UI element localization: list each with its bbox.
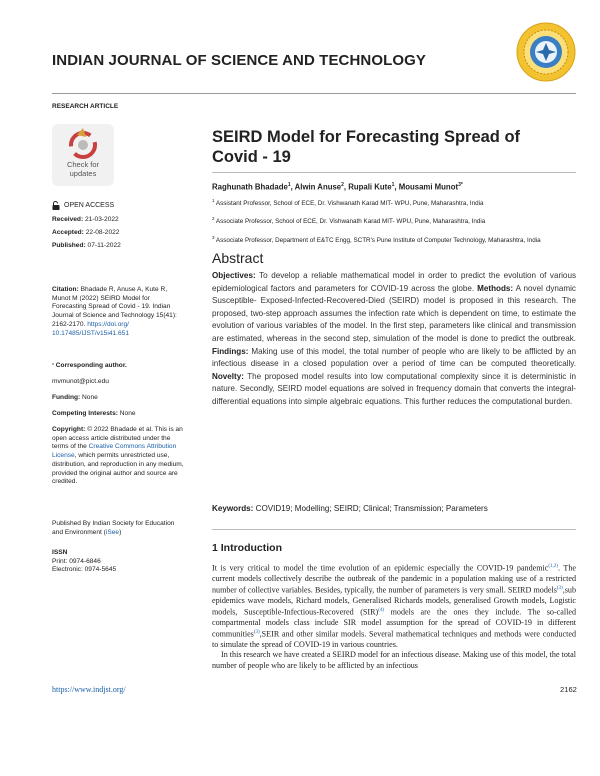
keywords-label: Keywords: (212, 504, 254, 513)
journal-name: INDIAN JOURNAL OF SCIENCE AND TECHNOLOGY (52, 52, 427, 69)
isee-link[interactable]: iSee (105, 528, 120, 536)
accepted-value: 22-08-2022 (85, 229, 120, 236)
introduction-body (212, 562, 576, 671)
author-sup: 3* (458, 182, 463, 188)
issn-label: ISSN (52, 549, 68, 556)
citation-ref[interactable]: (3) (253, 630, 260, 636)
citation-text: Bhadade R, Anuse A, Kute R, Munot M (2022) SEIRD Model for Forecasting Spread of Covid - 19. Indian Journal of Science and Technology 15(41): 2162-2170. (52, 286, 177, 328)
affiliation-text: Assistant Professor, School of ECE, Dr. Vishwanath Karad MIT- WPU, Pune, Maharashtra, India (215, 200, 484, 208)
author-sup: 1 (391, 182, 395, 188)
text-run: . The current models collectively describe the outbreak of the pandemic in a population making use of a restricted number of collective variables. Besides, typically, the number of parameters is very small. SEIRD models (212, 563, 577, 595)
affiliation-text: Associate Professor, School of ECE, Dr. Vishwanath Karad MIT- WPU, Pune, Maharashtra, India (215, 218, 486, 226)
competing-value: None (119, 410, 136, 417)
text-run: ,sub epidemics wave models, Richard models, Generalised Richards models, generalised Growth models, Logistic models, Susceptible-Infectious-Recovered (SIR) (212, 585, 576, 617)
affiliation-text: Associate Professor, Department of E&TC Engg, SCTR's Pune Institute of Computer Technology, Maharashtra, India (215, 237, 541, 245)
keywords (212, 504, 576, 513)
issn-print: Print: 0974-6846 (52, 557, 101, 565)
check-updates-line1: Check for (66, 160, 100, 169)
affiliation (212, 234, 552, 246)
title-rule (212, 172, 576, 173)
citation-ref[interactable]: (3) (556, 586, 563, 592)
publisher-close: ) (119, 528, 122, 536)
author-list: Raghunath Bhadade$^1$, Alwin Anuse$^2$, Rupali Kute$^1$, Mousami Munot$^{3*}$ (212, 182, 463, 192)
author-name: Rupali Kute (348, 182, 392, 192)
copyright-text: © 2022 Bhadade et al. This is an open access article distributed under the terms of the (52, 426, 183, 451)
article-type: RESEARCH ARTICLE (52, 103, 119, 110)
objectives-label: Objectives: (212, 271, 256, 280)
open-access-badge (52, 201, 114, 210)
novelty-text: The proposed model results into low computational complexity since it is deterministic in nature. Secondly, SEIRD model equations are solved in frequency domain that converts the integral-differential equations into simple algebraic equations. This further reduces the computational burden. (212, 371, 576, 406)
author-sup: 2 (341, 182, 344, 188)
competing-label: Competing Interests: (52, 410, 118, 417)
corresponding-author: * Corresponding author. (52, 362, 127, 369)
paragraph (212, 562, 576, 650)
citation-block (52, 286, 184, 338)
keywords-text: COVID19; Modelling; SEIRD; Clinical; Transmission; Parameters (253, 504, 488, 513)
novelty-label: Novelty: (212, 371, 244, 381)
methods-text: A novel dynamic Susceptible- Exposed-Infected-Recovered-Died (SEIRD) model is proposed in this research. The proposed, two-step approach assumes the infection rate which is dependent on time, to estimate the evolution of various variables of the model. In the first step, parameters like clinical and transmission are estimated, whereas in the second step, simulation of the model is done to predict the outbreak. (212, 283, 576, 343)
published-date (52, 242, 192, 251)
affiliation-number: 1 (212, 198, 215, 203)
text-run: models are the ones they include. The so-called compartmental models class include SIR model assumption for the spread of COVID-19 in different communities (212, 607, 576, 639)
citation-ref[interactable]: (4) (378, 608, 385, 614)
objectives-text: To develop a reliable mathematical model in order to predict the evolution of various epidemiological factors and parameters for COVID-19 across the globe. (212, 271, 576, 293)
check-updates-line2: updates (69, 168, 97, 178)
section-rule (212, 529, 576, 530)
copyright-block (52, 426, 188, 487)
page-number: 2162 (560, 685, 577, 694)
open-lock-icon (52, 201, 60, 210)
publisher-text: Published By Indian Society for Education and Environment ( (52, 520, 175, 536)
cc-license-link[interactable]: Creative Commons Attribution License (52, 443, 177, 460)
issn-electronic: Electronic: 0974-5645 (52, 566, 117, 574)
journal-url-link[interactable]: https://www.indjst.org/ (52, 685, 126, 694)
accepted-label: Accepted: (52, 229, 84, 236)
author-name: Raghunath Bhadade (212, 182, 288, 192)
corresponding-label: Corresponding author. (55, 362, 127, 369)
header-rule (52, 93, 576, 94)
text-run: It is very critical to model the time evolution of an epidemic especially the COVID-19 pandemic (212, 563, 549, 573)
check-for-updates-button[interactable] (52, 124, 114, 186)
competing-interests (52, 410, 192, 419)
open-access-label: OPEN ACCESS (64, 202, 115, 209)
findings-label: Findings: (212, 346, 249, 356)
findings-text: Making use of this model, the total number of people who are likely to be afflicted by an infectious disease in a closed population over a period of time can be computed theoretically. (212, 346, 576, 369)
publisher-block (52, 520, 182, 537)
funding (52, 394, 192, 403)
funding-label: Funding: (52, 394, 81, 401)
copyright-label: Copyright: (52, 426, 86, 433)
paragraph: In this research we have created a SEIRD model for an infectious disease. Making use of this model, the total number of people who are likely to be afflicted by an infectious (212, 650, 576, 670)
section-heading: 1 Introduction (212, 542, 282, 554)
abstract-heading: Abstract (212, 250, 264, 266)
affiliation-number: 2 (212, 216, 215, 221)
methods-label: Methods: (477, 283, 514, 293)
accepted-date (52, 229, 192, 238)
affiliation-number: 3 (212, 235, 215, 240)
author-name: Alwin Anuse (294, 182, 342, 192)
article-title: SEIRD Model for Forecasting Spread of Covid - 19 (212, 128, 521, 166)
corresponding-email[interactable]: mvmunot@pict.edu (52, 378, 109, 385)
copyright-text-post: , which permits unrestricted use, distribution, and reproduction in any medium, provided the original author and source are credited. (52, 452, 184, 486)
text-run: ,SEIR and other similar models. Several mathematical techniques and methods were conducted to simulate the spread of COVID-19 in various countries. (212, 629, 576, 650)
author-sup: 1 (287, 182, 291, 188)
citation-ref[interactable]: (1,2) (548, 564, 558, 569)
journal-logo (516, 22, 576, 82)
affiliation (212, 197, 552, 209)
published-label: Published: (52, 242, 86, 249)
received-label: Received: (52, 216, 84, 223)
issn-block (52, 549, 192, 575)
affiliation (212, 215, 552, 227)
doi-link[interactable]: https://doi.org/ 10.17485/IJST/v15i41.651 (52, 320, 130, 337)
published-value: 07-11-2022 (87, 242, 121, 249)
citation-label: Citation: (52, 286, 79, 293)
abstract-body (212, 270, 576, 409)
received-value: 21-03-2022 (85, 216, 119, 223)
received-date (52, 216, 192, 225)
funding-value: None (82, 394, 98, 401)
author-name: Mousami Munot (398, 182, 459, 192)
